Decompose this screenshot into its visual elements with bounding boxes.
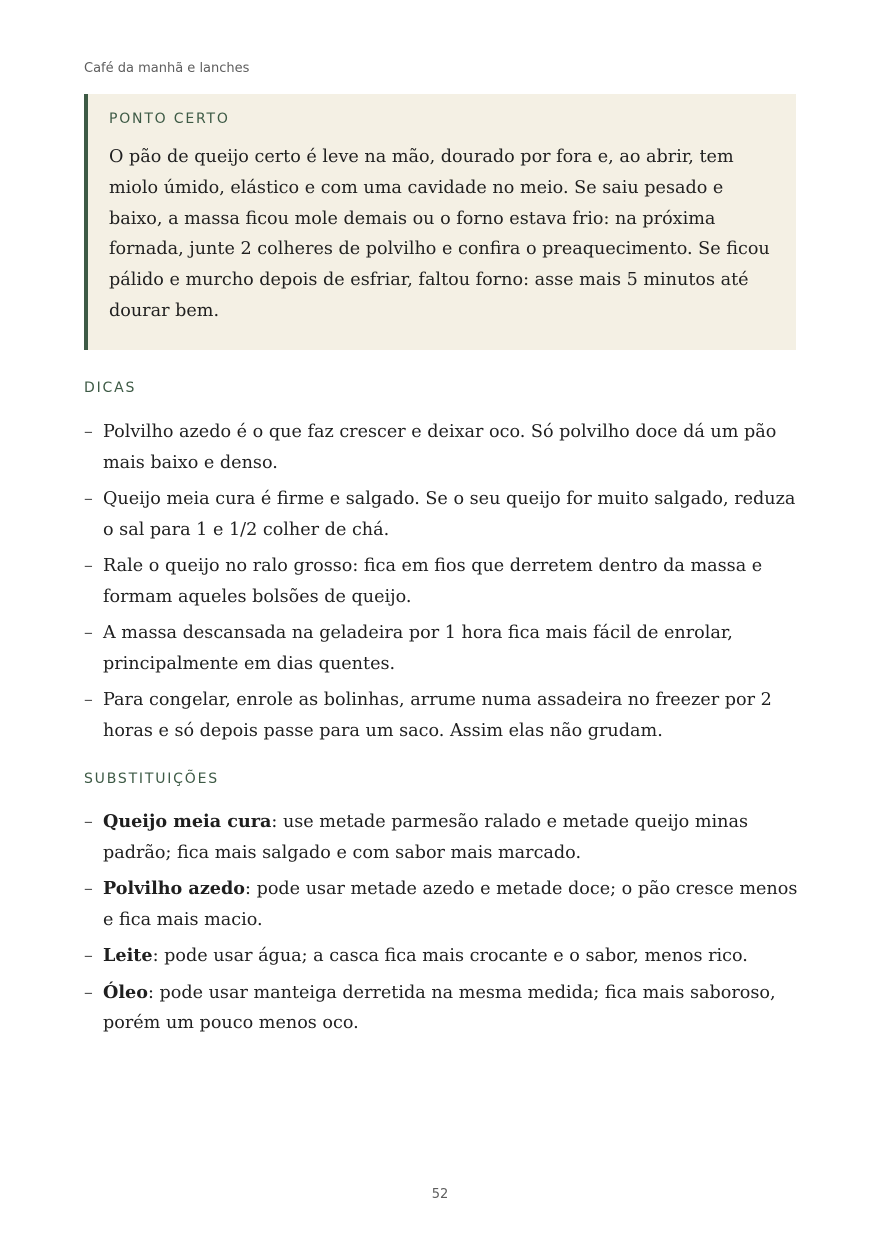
substitution-text: : pode usar manteiga derretida na mesma medida; fica mais saboroso, porém um pouco menos oco. — [103, 982, 776, 1033]
substitution-text: : use metade parmesão ralado e metade queijo minas padrão; fica mais salgado e com sabor mais marcado. — [103, 812, 749, 863]
dica-text: Rale o queijo no ralo grosso: fica em fios que derretem dentro da massa e formam aqueles bolsões de queijo. — [103, 556, 763, 607]
substitution-term: Polvilho azedo — [103, 878, 246, 899]
tip-box — [84, 94, 796, 350]
dica-text: Polvilho azedo é o que faz crescer e deixar oco. Só polvilho doce dá um pão mais baixo e denso. — [103, 422, 777, 473]
list-item — [84, 551, 804, 612]
list-item — [84, 685, 804, 746]
substitution-text: : pode usar água; a casca fica mais crocante e o sabor, menos rico. — [152, 946, 748, 966]
dash-marker: – — [84, 812, 93, 832]
list-item — [84, 941, 804, 972]
dica-text: A massa descansada na geladeira por 1 hora fica mais fácil de enrolar, principalmente em dias quentes. — [103, 623, 733, 674]
page-number: 52 — [431, 1187, 449, 1202]
list-item — [84, 618, 804, 679]
substitution-term: Óleo — [103, 981, 148, 1003]
substituicoes-list — [84, 807, 804, 1045]
substituicoes-heading: SUBSTITUIÇÕES — [84, 771, 219, 787]
substitution-term: Leite — [103, 945, 153, 966]
list-item — [84, 417, 804, 478]
substitution-term: Queijo meia cura — [103, 811, 272, 832]
dash-marker: – — [84, 489, 93, 509]
tip-label: PONTO CERTO — [109, 111, 230, 127]
list-item — [84, 807, 804, 868]
running-head: Café da manhã e lanches — [84, 61, 250, 76]
dash-marker: – — [84, 946, 93, 966]
dash-marker: – — [84, 556, 93, 576]
list-item — [84, 978, 804, 1039]
list-item — [84, 874, 804, 935]
dica-text: Queijo meia cura é firme e salgado. Se o seu queijo for muito salgado, reduza o sal para 1 e 1/2 colher de chá. — [103, 489, 796, 540]
substitution-text: : pode usar metade azedo e metade doce; o pão cresce menos e fica mais macio. — [103, 879, 798, 930]
list-item — [84, 484, 804, 545]
dash-marker: – — [84, 982, 93, 1003]
dicas-heading: DICAS — [84, 380, 137, 396]
dica-text: Para congelar, enrole as bolinhas, arrume numa assadeira no freezer por 2 horas e só depois passe para um saco. Assim elas não grudam. — [103, 690, 772, 741]
dash-marker: – — [84, 690, 93, 710]
tip-text: O pão de queijo certo é leve na mão, dourado por fora e, ao abrir, tem miolo úmido, elástico e com uma cavidade no meio. Se saiu pesado e baixo, a massa ficou mole demais ou o forno estava frio: na próxima fornada, junte 2 colheres de polvilho e confira o preaquecimento. Se ficou pálido e murcho depois de esfriar, faltou forno: asse mais 5 minutos até dourar bem. — [109, 147, 770, 321]
dash-marker: – — [84, 623, 93, 643]
dash-marker: – — [84, 879, 93, 899]
dash-marker: – — [84, 422, 93, 442]
dicas-list — [84, 417, 804, 752]
